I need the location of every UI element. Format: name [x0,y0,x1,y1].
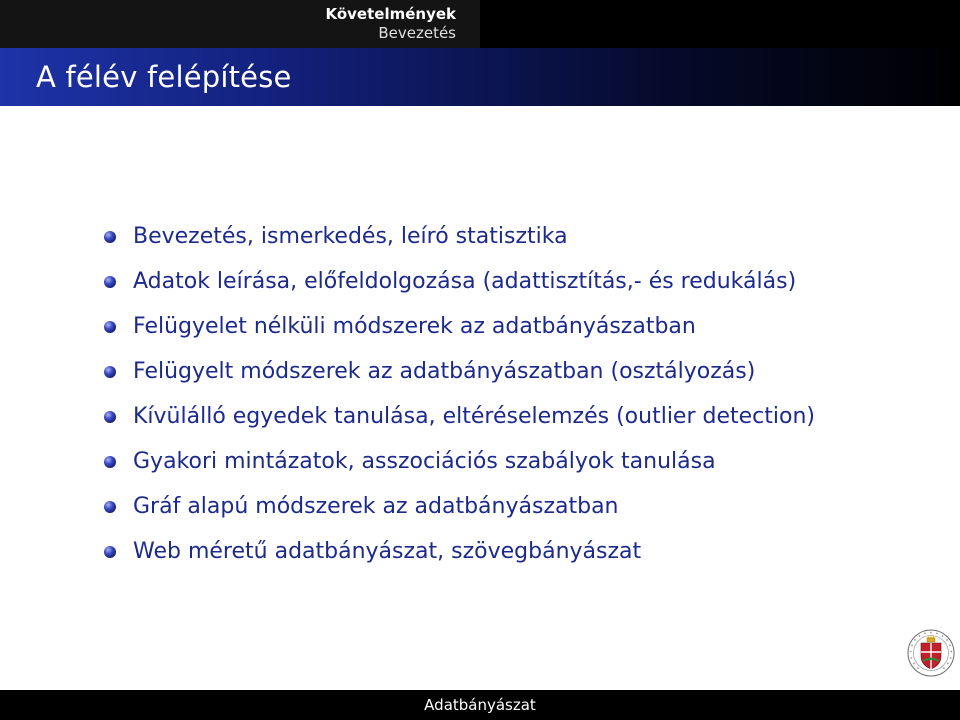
list-item-text: Gráf alapú módszerek az adatbányászatban [133,493,619,519]
list-item-text: Web méretű adatbányászat, szövegbányászat [133,538,642,564]
bullet-list [104,214,924,574]
bullet-icon [104,411,116,423]
bullet-icon [104,321,116,333]
section-name[interactable]: Követelmények [325,5,456,23]
list-item [104,439,924,484]
bullet-icon [104,366,116,378]
list-item [104,304,924,349]
university-seal-icon [906,628,956,678]
list-item [104,484,924,529]
list-item [104,349,924,394]
bullet-icon [104,456,116,468]
subsection-name[interactable]: Bevezetés [378,24,456,42]
list-item [104,394,924,439]
bullet-icon [104,276,116,288]
footer-bar [0,690,960,720]
list-item-text: Bevezetés, ismerkedés, leíró statisztika [133,223,568,249]
headline-empty-panel [480,0,960,48]
list-item [104,259,924,304]
headline-bar [0,0,960,48]
footer-title: Adatbányászat [424,696,536,714]
bullet-icon [104,231,116,243]
list-item-text: Felügyelet nélküli módszerek az adatbányászatban [133,313,696,339]
list-item-text: Gyakori mintázatok, asszociációs szabályok tanulása [133,448,716,474]
bullet-icon [104,501,116,513]
list-item-text: Kívülálló egyedek tanulása, eltéréselemzés (outlier detection) [133,403,815,429]
bullet-icon [104,546,116,558]
frame-title-bar [0,48,960,106]
list-item-text: Felügyelt módszerek az adatbányászatban (osztályozás) [133,358,756,384]
list-item-text: Adatok leírása, előfeldolgozása (adattisztítás,- és redukálás) [133,268,797,294]
list-item [104,529,924,574]
headline-section-panel [0,0,480,48]
list-item [104,214,924,259]
slide-title: A félév felépítése [36,60,292,94]
